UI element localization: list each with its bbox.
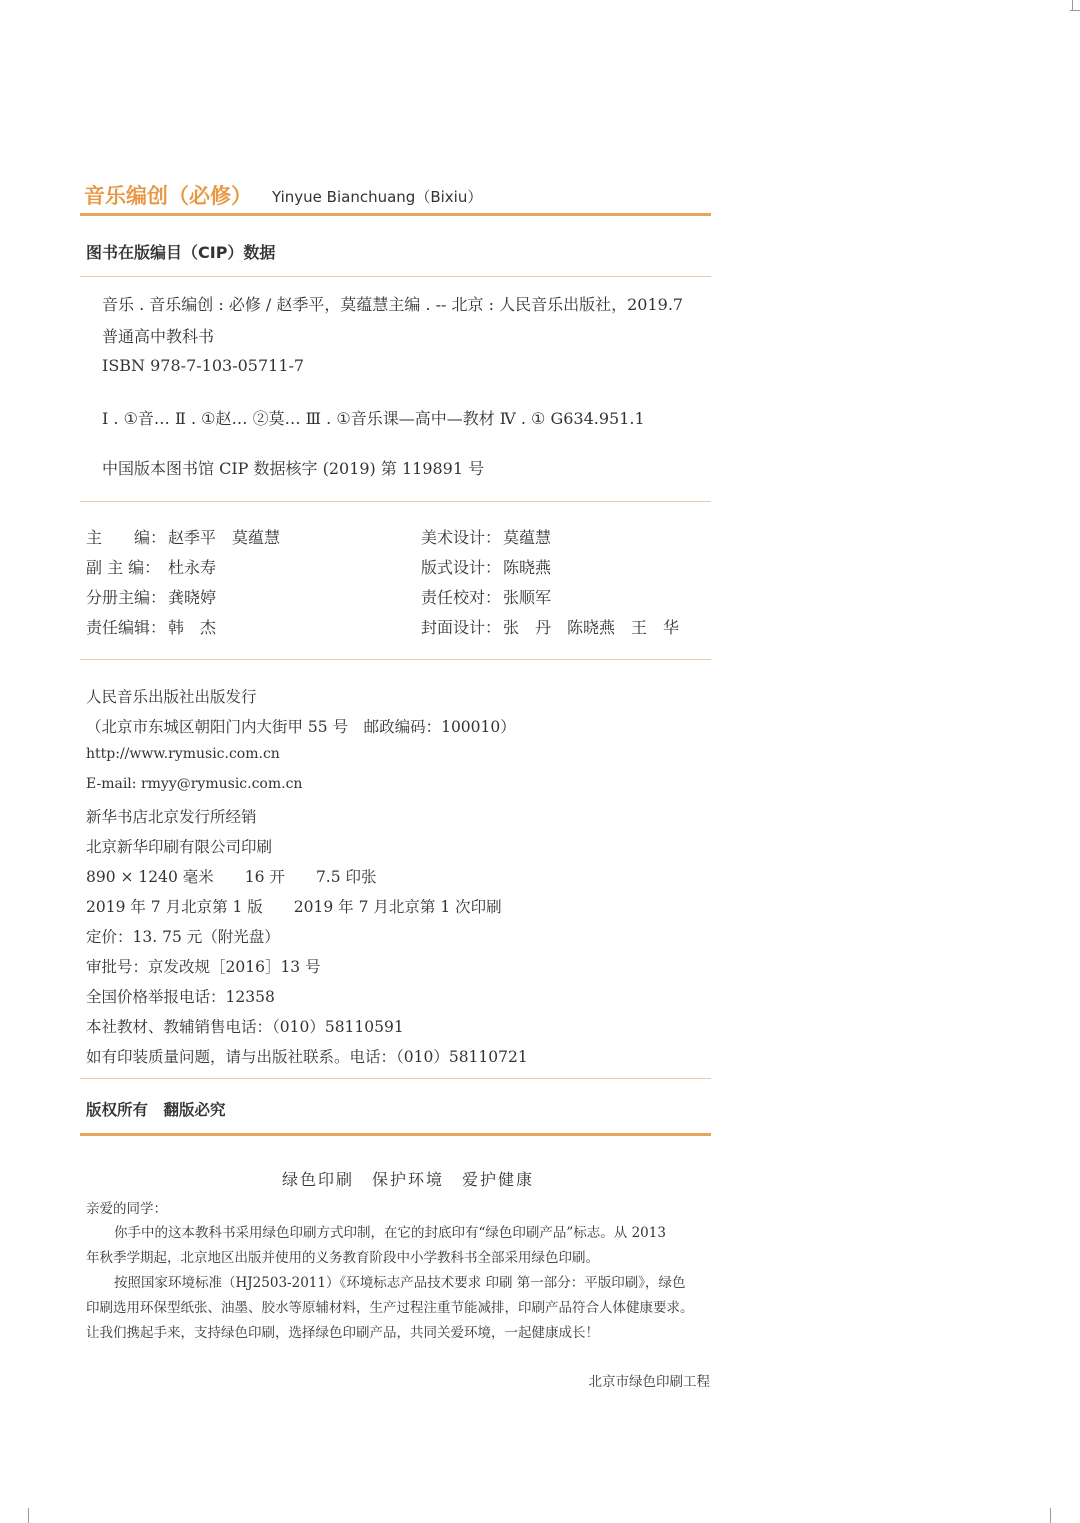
green-print-paragraph-line: 你手中的这本教科书采用绿色印刷方式印制，在它的封底印有“绿色印刷产品”标志。从 2013 xyxy=(114,1225,666,1241)
staff-section-rule xyxy=(80,659,711,660)
staff-value: 赵季平 莫蕴慧 xyxy=(168,528,281,547)
publisher-line: （北京市东城区朝阳门内大街甲 55 号 邮政编码：100010） xyxy=(86,718,516,736)
publisher-line: 人民音乐出版社出版发行 xyxy=(86,688,257,706)
staff-label: 分册主编： xyxy=(86,588,167,607)
book-title-cn: 音乐编创（必修） xyxy=(84,184,252,208)
publisher-line: 定价：13. 75 元（附光盘） xyxy=(86,928,280,946)
crop-mark-top-right xyxy=(1072,0,1073,10)
staff-value: 杜永寿 xyxy=(168,558,217,577)
staff-label: 责任编辑： xyxy=(86,618,167,637)
publisher-line: 新华书店北京发行所经销 xyxy=(86,808,257,826)
publisher-line: 如有印装质量问题，请与出版社联系。电话：（010）58110721 xyxy=(86,1048,528,1066)
staff-value: 莫蕴慧 xyxy=(503,528,552,547)
staff-label: 封面设计： xyxy=(421,618,502,637)
staff-value: 韩 杰 xyxy=(168,618,217,637)
publisher-website[interactable]: http://www.rymusic.com.cn xyxy=(86,746,280,762)
title-rule xyxy=(80,213,711,216)
book-title-en: Yinyue Bianchuang（Bixiu） xyxy=(272,188,483,206)
cip-line: 普通高中教科书 xyxy=(102,327,215,346)
green-print-greeting: 亲爱的同学： xyxy=(86,1201,167,1217)
staff-row xyxy=(421,555,551,578)
staff-label: 主 编： xyxy=(86,528,167,547)
publisher-section-rule xyxy=(80,1078,711,1079)
green-print-paragraph-line: 让我们携起手来，支持绿色印刷，选择绿色印刷产品，共同关爱环境，一起健康成长！ xyxy=(86,1325,599,1341)
staff-row xyxy=(86,525,280,548)
staff-row xyxy=(86,555,216,578)
green-print-paragraph-line: 按照国家环境标准（HJ2503-2011）《环境标志产品技术要求 印刷 第一部分：平版印刷》，绿色 xyxy=(114,1275,686,1291)
staff-label: 美术设计： xyxy=(421,528,502,547)
crop-mark-top-right-h xyxy=(1070,10,1080,11)
staff-label: 副 主 编： xyxy=(86,558,161,577)
green-print-signature: 北京市绿色印刷工程 xyxy=(588,1374,710,1390)
staff-row xyxy=(86,585,216,608)
staff-label: 版式设计： xyxy=(421,558,502,577)
publisher-line: 审批号：京发改规［2016］13 号 xyxy=(86,958,321,976)
staff-row xyxy=(421,585,551,608)
staff-row xyxy=(421,525,551,548)
green-print-heading: 绿色印刷 保护环境 爱护健康 xyxy=(282,1170,535,1189)
staff-row xyxy=(86,615,216,638)
publisher-email[interactable]: E-mail: rmyy@rymusic.com.cn xyxy=(86,776,303,792)
green-print-paragraph-line: 年秋季学期起，北京地区出版并使用的义务教育阶段中小学教科书全部采用绿色印刷。 xyxy=(86,1250,599,1266)
publisher-line: 890 × 1240 毫米 16 开 7.5 印张 xyxy=(86,868,377,886)
publisher-line: 2019 年 7 月北京第 1 版 2019 年 7 月北京第 1 次印刷 xyxy=(86,898,502,916)
cip-line: ISBN 978-7-103-05711-7 xyxy=(102,356,305,375)
green-print-paragraph-line: 印刷选用环保型纸张、油墨、胶水等原辅材料，生产过程注重节能减排，印刷产品符合人体健康要求。 xyxy=(86,1300,694,1316)
staff-label: 责任校对： xyxy=(421,588,502,607)
publisher-line: 北京新华印刷有限公司印刷 xyxy=(86,838,273,856)
staff-value: 张 丹 陈晓燕 王 华 xyxy=(503,618,680,637)
crop-mark-bottom-right xyxy=(1050,1508,1051,1523)
cip-section-rule xyxy=(80,501,711,502)
cip-header: 图书在版编目（CIP）数据 xyxy=(86,243,276,262)
publisher-line: 全国价格举报电话：12358 xyxy=(86,988,275,1006)
publisher-line: 本社教材、教辅销售电话：（010）58110591 xyxy=(86,1018,404,1036)
staff-value: 龚晓婷 xyxy=(168,588,217,607)
cip-line: 音乐 . 音乐编创 : 必修 / 赵季平，莫蕴慧主编 . -- 北京 : 人民音乐出版社，2019.7 xyxy=(102,295,684,314)
crop-mark-bottom-left xyxy=(28,1508,29,1523)
staff-row xyxy=(421,615,679,638)
staff-value: 张顺军 xyxy=(503,588,552,607)
cip-line: Ⅰ . ①音… Ⅱ . ①赵… ②莫… Ⅲ . ①音乐课—高中—教材 Ⅳ . ① G634.951.1 xyxy=(102,409,645,428)
rights-notice: 版权所有 翻版必究 xyxy=(86,1101,226,1119)
staff-value: 陈晓燕 xyxy=(503,558,552,577)
cip-header-rule xyxy=(80,276,711,277)
rights-rule xyxy=(80,1133,711,1136)
cip-line: 中国版本图书馆 CIP 数据核字 (2019) 第 119891 号 xyxy=(102,459,485,478)
